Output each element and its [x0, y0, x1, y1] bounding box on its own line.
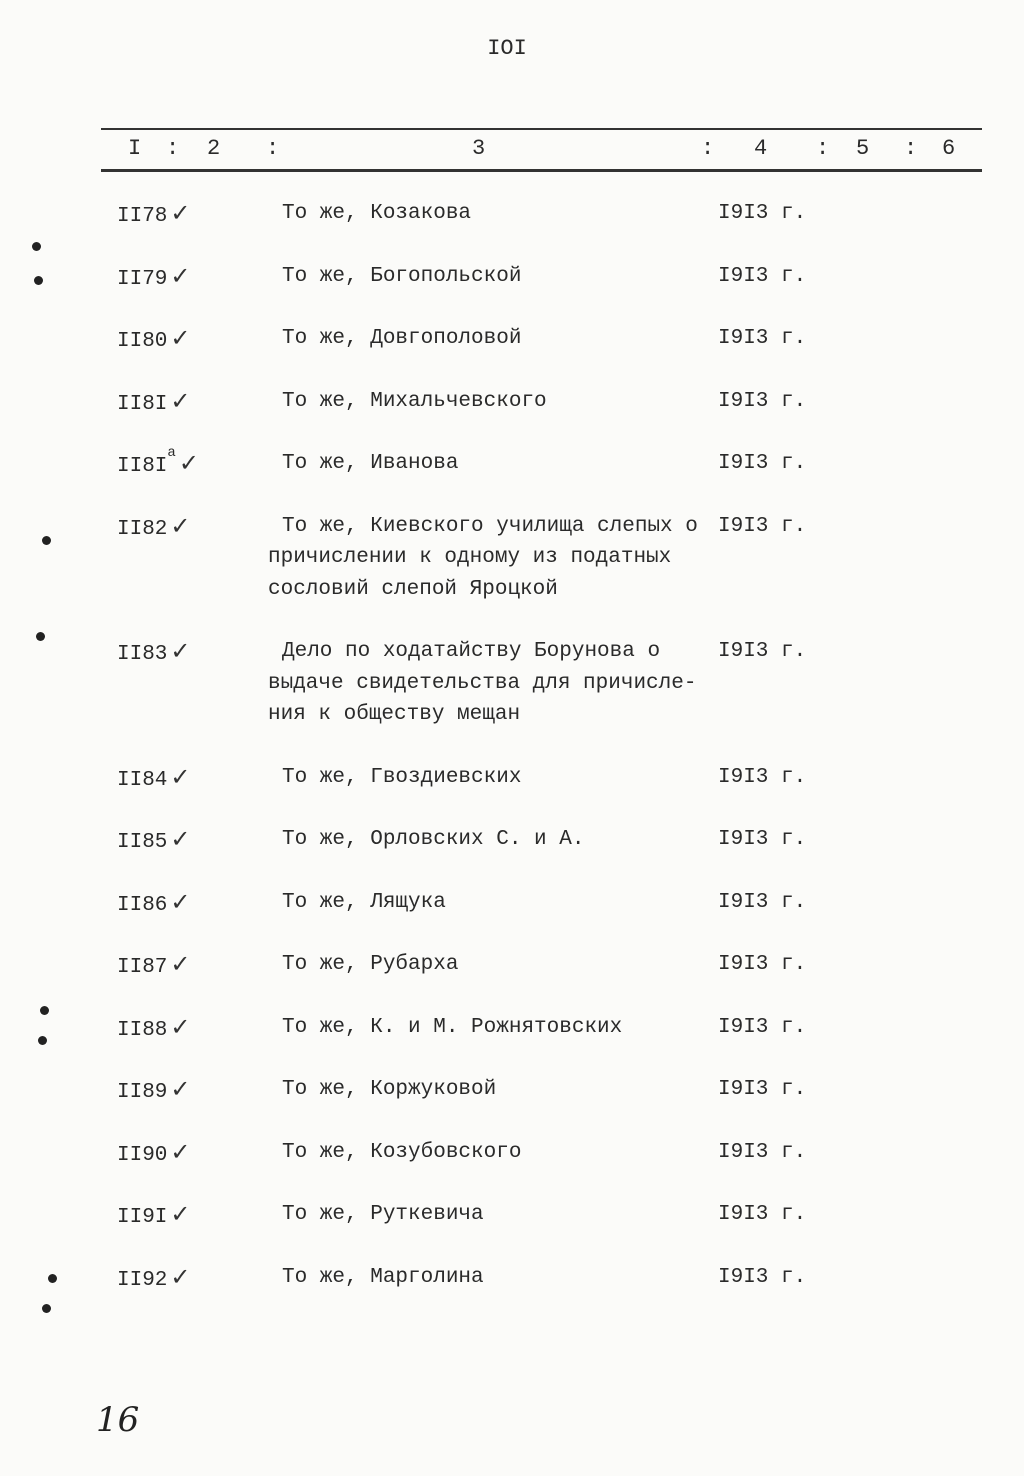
file-year: I9I3 г.: [718, 202, 807, 225]
col-separator: :: [266, 136, 280, 161]
file-number: [117, 1262, 191, 1297]
file-title: То же, Гвоздиевских: [282, 765, 522, 789]
file-title: То же, Лящука: [282, 890, 446, 914]
file-number-suffix: а: [167, 445, 176, 461]
file-title: То же, Михальчевского: [282, 389, 547, 413]
file-number-value: II83: [117, 643, 168, 666]
file-number-value: II87: [117, 956, 168, 979]
checkmark-icon: ✓: [170, 511, 191, 540]
col-header-6: 6: [942, 136, 956, 161]
file-year: I9I3 г.: [718, 640, 807, 663]
checkmark-icon: ✓: [170, 386, 191, 415]
punch-hole-mark: [42, 536, 51, 545]
file-year: I9I3 г.: [718, 514, 807, 538]
table-row: [0, 323, 1024, 386]
checkmark-icon: ✓: [170, 1200, 191, 1228]
file-number: [117, 323, 191, 358]
file-title: То же, Козакова: [282, 202, 472, 225]
header-top-rule: [101, 128, 982, 130]
table-row: [0, 949, 1024, 1012]
file-title: То же, Киевского училища слепых о причислении к одному из податных сословий слепой Яроцкой: [268, 514, 698, 601]
checkmark-icon: ✓: [170, 199, 191, 227]
file-number-value: II84: [117, 768, 168, 792]
table-row: [0, 762, 1024, 825]
file-year: I9I3 г.: [718, 890, 807, 914]
file-number: [117, 1137, 191, 1172]
col-header-4: 4: [754, 136, 768, 161]
file-year: I9I3 г.: [718, 1203, 807, 1226]
file-number-value: II80: [117, 330, 168, 353]
table-row: [0, 1074, 1024, 1137]
file-year: I9I3 г.: [718, 1265, 807, 1289]
header-bottom-rule: [101, 169, 982, 172]
file-year: I9I3 г.: [718, 1078, 807, 1101]
record-list: [0, 198, 1024, 1324]
punch-hole-mark: [38, 1036, 47, 1045]
page-number: IOI: [487, 36, 527, 61]
file-title: То же, Коржуковой: [282, 1078, 497, 1101]
file-year: I9I3 г.: [718, 452, 807, 475]
checkmark-icon: ✓: [170, 825, 191, 853]
checkmark-icon: ✓: [170, 1137, 191, 1166]
table-row: [0, 261, 1024, 324]
handwritten-sheet-number: 16: [96, 1400, 140, 1440]
file-number-value: II88: [117, 1018, 168, 1042]
file-title: То же, Богопольской: [282, 264, 522, 288]
col-header-2: 2: [207, 136, 221, 161]
checkmark-icon: ✓: [170, 1262, 191, 1291]
checkmark-icon: ✓: [170, 1012, 191, 1041]
checkmark-icon: ✓: [170, 762, 191, 791]
file-number-value: II86: [117, 893, 168, 917]
table-row: [0, 824, 1024, 887]
table-row: [0, 198, 1024, 261]
table-row: [0, 1199, 1024, 1262]
col-header-1: I: [128, 136, 142, 161]
col-separator: :: [701, 136, 715, 161]
file-year: I9I3 г.: [718, 264, 807, 288]
checkmark-icon: ✓: [170, 950, 191, 978]
table-row: [0, 1137, 1024, 1200]
col-header-5: 5: [856, 136, 870, 161]
table-row: [0, 1262, 1024, 1325]
file-number-value: II79: [117, 267, 168, 291]
file-number: [117, 636, 191, 671]
table-row: [0, 386, 1024, 449]
file-number-value: II82: [117, 517, 168, 541]
file-number-value: II90: [117, 1143, 168, 1167]
file-title: То же, Козубовского: [282, 1140, 522, 1164]
file-title: То же, К. и М. Рожнятовских: [282, 1015, 623, 1039]
file-title: То же, Иванова: [282, 452, 459, 475]
checkmark-icon: ✓: [170, 324, 191, 352]
file-year: I9I3 г.: [718, 765, 807, 789]
file-number: [117, 1074, 191, 1109]
col-separator: :: [166, 136, 180, 161]
file-number-value: II92: [117, 1268, 168, 1292]
col-header-3: 3: [472, 136, 486, 161]
checkmark-icon: ✓: [170, 1075, 191, 1103]
file-year: I9I3 г.: [718, 1015, 807, 1039]
file-number: [117, 261, 191, 296]
file-number-value: II8I: [117, 392, 168, 416]
file-title: То же, Орловских С. и А.: [282, 828, 585, 851]
punch-hole-mark: [36, 632, 45, 641]
file-number: [117, 762, 191, 797]
file-number: [117, 198, 191, 233]
file-title: То же, Довгополовой: [282, 327, 522, 350]
file-title: То же, Марголина: [282, 1265, 484, 1289]
table-row: [0, 1012, 1024, 1075]
table-row: [0, 887, 1024, 950]
file-number-value: II85: [117, 831, 168, 854]
punch-hole-mark: [34, 276, 43, 285]
checkmark-icon: ✓: [178, 449, 199, 477]
punch-hole-mark: [42, 1304, 51, 1313]
file-number: [117, 386, 191, 421]
file-title: То же, Рубарха: [282, 953, 459, 976]
checkmark-icon: ✓: [170, 887, 191, 916]
punch-hole-mark: [48, 1274, 57, 1283]
punch-hole-mark: [32, 242, 41, 251]
file-number: [117, 1199, 191, 1234]
file-number: [117, 824, 191, 859]
file-number: [117, 887, 191, 922]
table-row: [0, 445, 1024, 511]
file-number-value: II8I: [117, 455, 168, 478]
file-number-value: II9I: [117, 1206, 168, 1229]
file-number-value: II78: [117, 205, 168, 228]
table-row: [0, 511, 1024, 637]
file-title: То же, Руткевича: [282, 1203, 484, 1226]
file-number: [117, 445, 199, 483]
checkmark-icon: ✓: [170, 637, 191, 665]
file-number-value: II89: [117, 1081, 168, 1104]
checkmark-icon: ✓: [170, 261, 191, 290]
col-separator: :: [904, 136, 918, 161]
file-number: [117, 511, 191, 546]
file-number: [117, 949, 191, 984]
file-year: I9I3 г.: [718, 327, 807, 350]
file-year: I9I3 г.: [718, 953, 807, 976]
col-separator: :: [816, 136, 830, 161]
file-title: Дело по ходатайству Борунова о выдаче свидетельства для причисле-ния к обществу мещан: [268, 640, 697, 726]
file-year: I9I3 г.: [718, 828, 807, 851]
file-number: [117, 1012, 191, 1047]
punch-hole-mark: [40, 1006, 49, 1015]
table-row: [0, 636, 1024, 762]
file-year: I9I3 г.: [718, 1140, 807, 1164]
file-year: I9I3 г.: [718, 389, 807, 413]
